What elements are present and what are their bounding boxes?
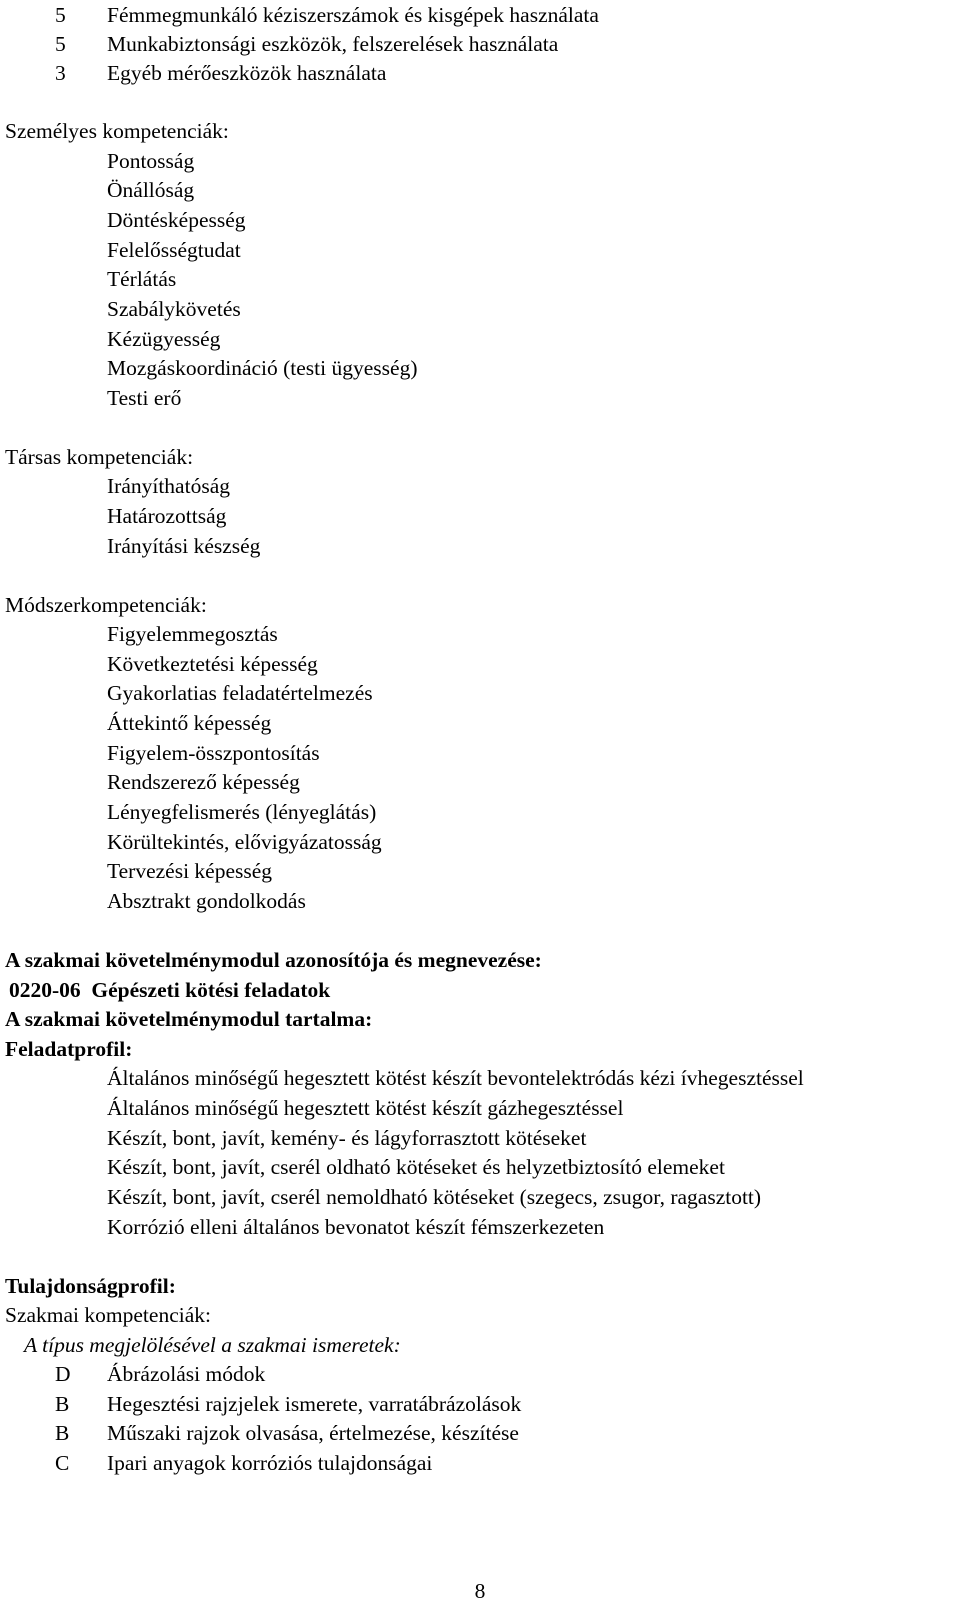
page-number: 8: [474, 1579, 486, 1603]
list-item: Áttekintő képesség: [107, 711, 272, 735]
knowledge-code: C: [55, 1451, 70, 1475]
task-profile-heading: Feladatprofil:: [5, 1037, 133, 1061]
list-item: Mozgáskoordináció (testi ügyesség): [107, 356, 418, 380]
list-item: Döntésképesség: [107, 208, 246, 232]
task-item: Korrózió elleni általános bevonatot készít fémszerkezeten: [107, 1215, 605, 1239]
knowledge-text: Ábrázolási módok: [107, 1362, 266, 1386]
list-item: Testi erő: [107, 386, 182, 410]
method-competencies-heading: Módszerkompetenciák:: [5, 593, 207, 617]
task-item: Készít, bont, javít, cserél nemoldható kötéseket (szegecs, zsugor, ragasztott): [107, 1185, 762, 1209]
list-item: Absztrakt gondolkodás: [107, 889, 306, 913]
list-item: Térlátás: [107, 267, 177, 291]
list-item: Szabálykövetés: [107, 297, 241, 321]
list-item: Következtetési képesség: [107, 652, 318, 676]
personal-competencies-heading: Személyes kompetenciák:: [5, 119, 229, 143]
knowledge-text: Hegesztési rajzjelek ismerete, varratábrázolások: [107, 1392, 522, 1416]
knowledge-text: Műszaki rajzok olvasása, értelmezése, készítése: [107, 1421, 519, 1445]
property-profile-heading: Tulajdonságprofil:: [5, 1274, 176, 1298]
list-item: Határozottság: [107, 504, 227, 528]
knowledge-text: Munkabiztonsági eszközök, felszerelések használata: [107, 32, 559, 56]
list-item: Figyelem-összpontosítás: [107, 741, 320, 765]
list-item: [0, 1389, 960, 1419]
knowledge-code: 5: [55, 3, 66, 27]
list-item: Figyelemmegosztás: [107, 622, 278, 646]
social-competencies-heading: Társas kompetenciák:: [5, 445, 194, 469]
list-item: Pontosság: [107, 149, 195, 173]
list-item: [0, 1448, 960, 1478]
module-content-heading: A szakmai követelménymodul tartalma:: [5, 1007, 373, 1031]
knowledge-text: Fémmegmunkáló kéziszerszámok és kisgépek használata: [107, 3, 599, 27]
task-item: Általános minőségű hegesztett kötést készít bevontelektródás kézi ívhegesztéssel: [107, 1066, 804, 1090]
list-item: Körültekintés, elővigyázatosság: [107, 830, 382, 854]
list-item: Felelősségtudat: [107, 238, 241, 262]
list-item: Rendszerező képesség: [107, 770, 300, 794]
task-item: Általános minőségű hegesztett kötést készít gázhegesztéssel: [107, 1096, 624, 1120]
list-item: Irányítási készség: [107, 534, 261, 558]
module-id-heading: A szakmai követelménymodul azonosítója és megnevezése:: [5, 948, 542, 972]
task-item: Készít, bont, javít, kemény- és lágyforrasztott kötéseket: [107, 1126, 587, 1150]
list-item: Lényegfelismerés (lényeglátás): [107, 800, 377, 824]
knowledge-code: 5: [55, 32, 66, 56]
knowledge-code: B: [55, 1421, 70, 1445]
knowledge-text: Ipari anyagok korróziós tulajdonságai: [107, 1451, 433, 1475]
knowledge-code: 3: [55, 61, 66, 85]
task-item: Készít, bont, javít, cserél oldható kötéseket és helyzetbiztosító elemeket: [107, 1155, 725, 1179]
list-item: Kézügyesség: [107, 327, 221, 351]
knowledge-code: B: [55, 1392, 70, 1416]
list-item: [0, 1418, 960, 1448]
knowledge-code: D: [55, 1362, 71, 1386]
list-item: Gyakorlatias feladatértelmezés: [107, 681, 373, 705]
professional-competencies-heading: Szakmai kompetenciák:: [5, 1303, 211, 1327]
knowledge-text: Egyéb mérőeszközök használata: [107, 61, 387, 85]
list-item: Önállóság: [107, 178, 195, 202]
list-item: [0, 1359, 960, 1389]
list-item: Tervezési képesség: [107, 859, 273, 883]
type-note: A típus megjelölésével a szakmai ismeretek:: [24, 1333, 401, 1357]
module-id-line: 0220-06 Gépészeti kötési feladatok: [9, 978, 331, 1002]
list-item: Irányíthatóság: [107, 474, 230, 498]
